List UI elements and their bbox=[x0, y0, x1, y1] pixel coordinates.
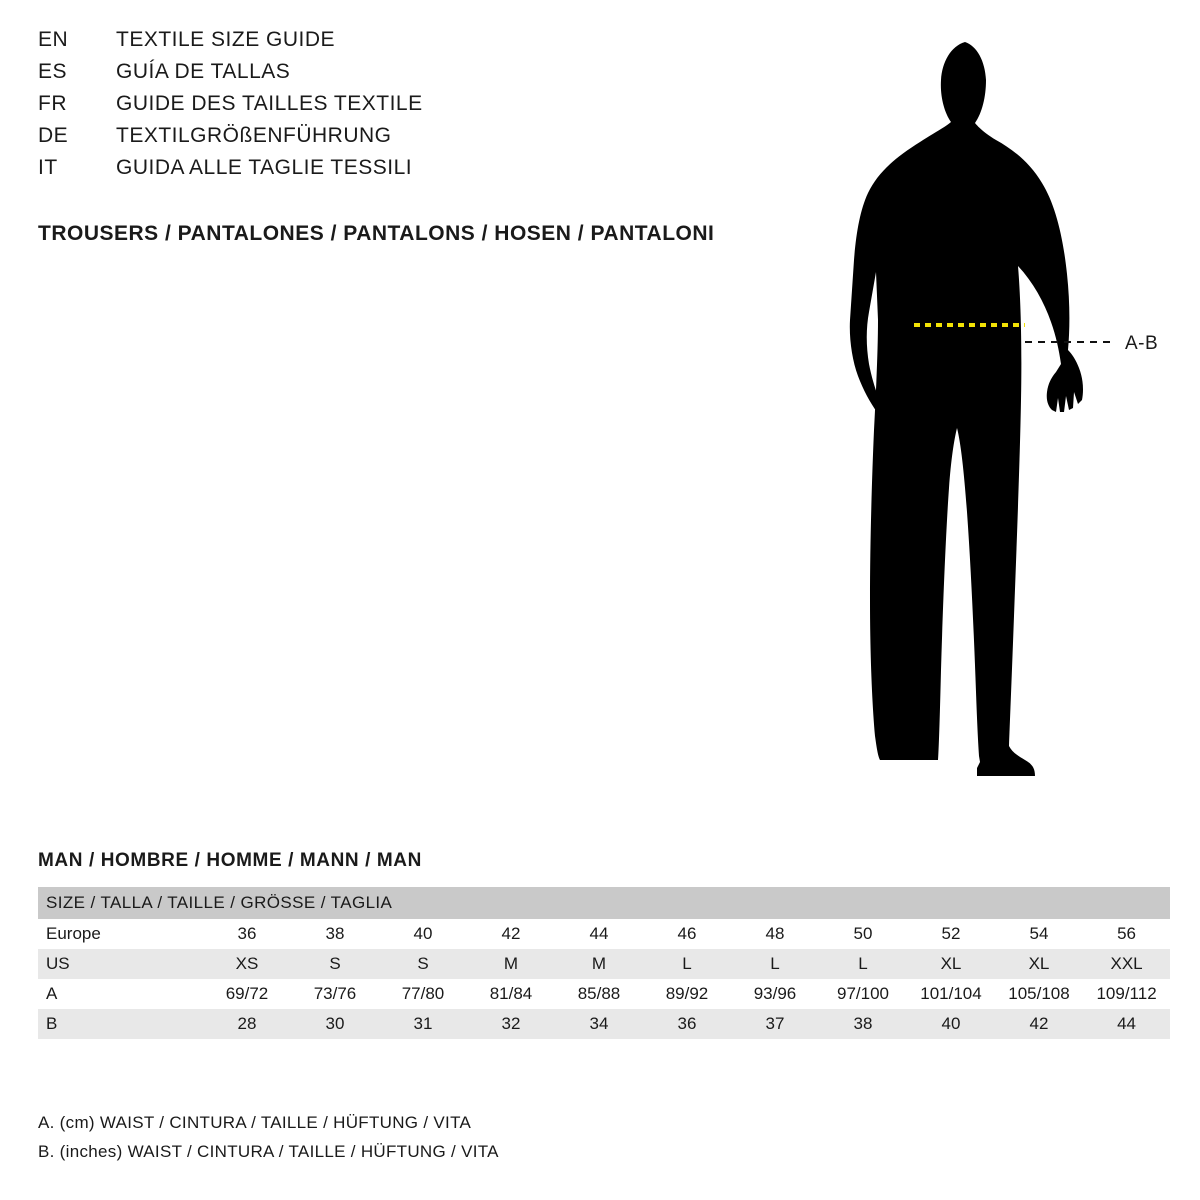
table-cell: 52 bbox=[907, 919, 995, 949]
footnote-b: B. (inches) WAIST / CINTURA / TAILLE / HÜFTUNG / VITA bbox=[38, 1142, 499, 1161]
language-text: TEXTILGRÖßENFÜHRUNG bbox=[116, 124, 392, 147]
size-table bbox=[38, 887, 1170, 1039]
language-text: GUÍA DE TALLAS bbox=[116, 60, 291, 83]
table-cell: L bbox=[731, 949, 819, 979]
language-text: TEXTILE SIZE GUIDE bbox=[116, 28, 336, 51]
table-cell: 77/80 bbox=[379, 979, 467, 1009]
row-label: A bbox=[38, 979, 203, 1009]
table-header-row bbox=[38, 887, 1170, 919]
table-cell: 36 bbox=[643, 1009, 731, 1039]
table-cell: 44 bbox=[555, 919, 643, 949]
size-table-section bbox=[38, 850, 1166, 1039]
table-cell: 31 bbox=[379, 1009, 467, 1039]
table-cell: 40 bbox=[379, 919, 467, 949]
table-cell: 44 bbox=[1083, 1009, 1170, 1039]
language-row bbox=[38, 60, 798, 92]
language-code: EN bbox=[38, 28, 69, 51]
table-cell: 97/100 bbox=[819, 979, 907, 1009]
table-cell: 46 bbox=[643, 919, 731, 949]
language-code: FR bbox=[38, 92, 67, 115]
language-row bbox=[38, 124, 798, 156]
table-row bbox=[38, 979, 1170, 1009]
table-cell: 101/104 bbox=[907, 979, 995, 1009]
table-cell: 37 bbox=[731, 1009, 819, 1039]
table-cell: 73/76 bbox=[291, 979, 379, 1009]
table-cell: 38 bbox=[819, 1009, 907, 1039]
table-cell: M bbox=[467, 949, 555, 979]
table-cell: S bbox=[379, 949, 467, 979]
table-row bbox=[38, 949, 1170, 979]
row-label: US bbox=[38, 949, 203, 979]
row-label: B bbox=[38, 1009, 203, 1039]
table-cell: M bbox=[555, 949, 643, 979]
table-cell: 81/84 bbox=[467, 979, 555, 1009]
footnotes bbox=[38, 1108, 938, 1166]
table-cell: 48 bbox=[731, 919, 819, 949]
table-cell: 69/72 bbox=[203, 979, 291, 1009]
language-code: IT bbox=[38, 156, 58, 179]
table-cell: XS bbox=[203, 949, 291, 979]
language-row bbox=[38, 156, 798, 188]
table-cell: 36 bbox=[203, 919, 291, 949]
table-row bbox=[38, 919, 1170, 949]
table-cell: 50 bbox=[819, 919, 907, 949]
table-cell: 40 bbox=[907, 1009, 995, 1039]
language-code: DE bbox=[38, 124, 69, 147]
table-row bbox=[38, 1009, 1170, 1039]
table-cell: 105/108 bbox=[995, 979, 1083, 1009]
language-list bbox=[38, 28, 798, 188]
language-text: GUIDA ALLE TAGLIE TESSILI bbox=[116, 156, 413, 179]
row-label: Europe bbox=[38, 919, 203, 949]
table-cell: 38 bbox=[291, 919, 379, 949]
table-cell: 54 bbox=[995, 919, 1083, 949]
table-cell: 85/88 bbox=[555, 979, 643, 1009]
language-row bbox=[38, 92, 798, 124]
table-cell: 89/92 bbox=[643, 979, 731, 1009]
table-cell: 109/112 bbox=[1083, 979, 1170, 1009]
table-cell: L bbox=[819, 949, 907, 979]
language-code: ES bbox=[38, 60, 68, 83]
table-cell: S bbox=[291, 949, 379, 979]
measure-label-a-b: A-B bbox=[1125, 333, 1159, 354]
table-cell: L bbox=[643, 949, 731, 979]
footnote-a: A. (cm) WAIST / CINTURA / TAILLE / HÜFTUNG / VITA bbox=[38, 1113, 472, 1132]
table-cell: 28 bbox=[203, 1009, 291, 1039]
table-cell: XL bbox=[995, 949, 1083, 979]
table-cell: 56 bbox=[1083, 919, 1170, 949]
language-row bbox=[38, 28, 798, 60]
table-cell: 30 bbox=[291, 1009, 379, 1039]
table-cell: 93/96 bbox=[731, 979, 819, 1009]
figure-illustration bbox=[820, 20, 1200, 810]
table-cell: XL bbox=[907, 949, 995, 979]
language-text: GUIDE DES TAILLES TEXTILE bbox=[116, 92, 423, 115]
table-cell: 42 bbox=[995, 1009, 1083, 1039]
gender-title: MAN / HOMBRE / HOMME / MANN / MAN bbox=[38, 850, 422, 871]
table-cell: 34 bbox=[555, 1009, 643, 1039]
table-cell: 42 bbox=[467, 919, 555, 949]
man-silhouette-icon bbox=[820, 20, 1200, 810]
table-cell: 32 bbox=[467, 1009, 555, 1039]
table-header-label: SIZE / TALLA / TAILLE / GRÖSSE / TAGLIA bbox=[38, 887, 1170, 919]
table-cell: XXL bbox=[1083, 949, 1170, 979]
garment-title: TROUSERS / PANTALONES / PANTALONS / HOSEN / PANTALONI bbox=[38, 222, 715, 245]
